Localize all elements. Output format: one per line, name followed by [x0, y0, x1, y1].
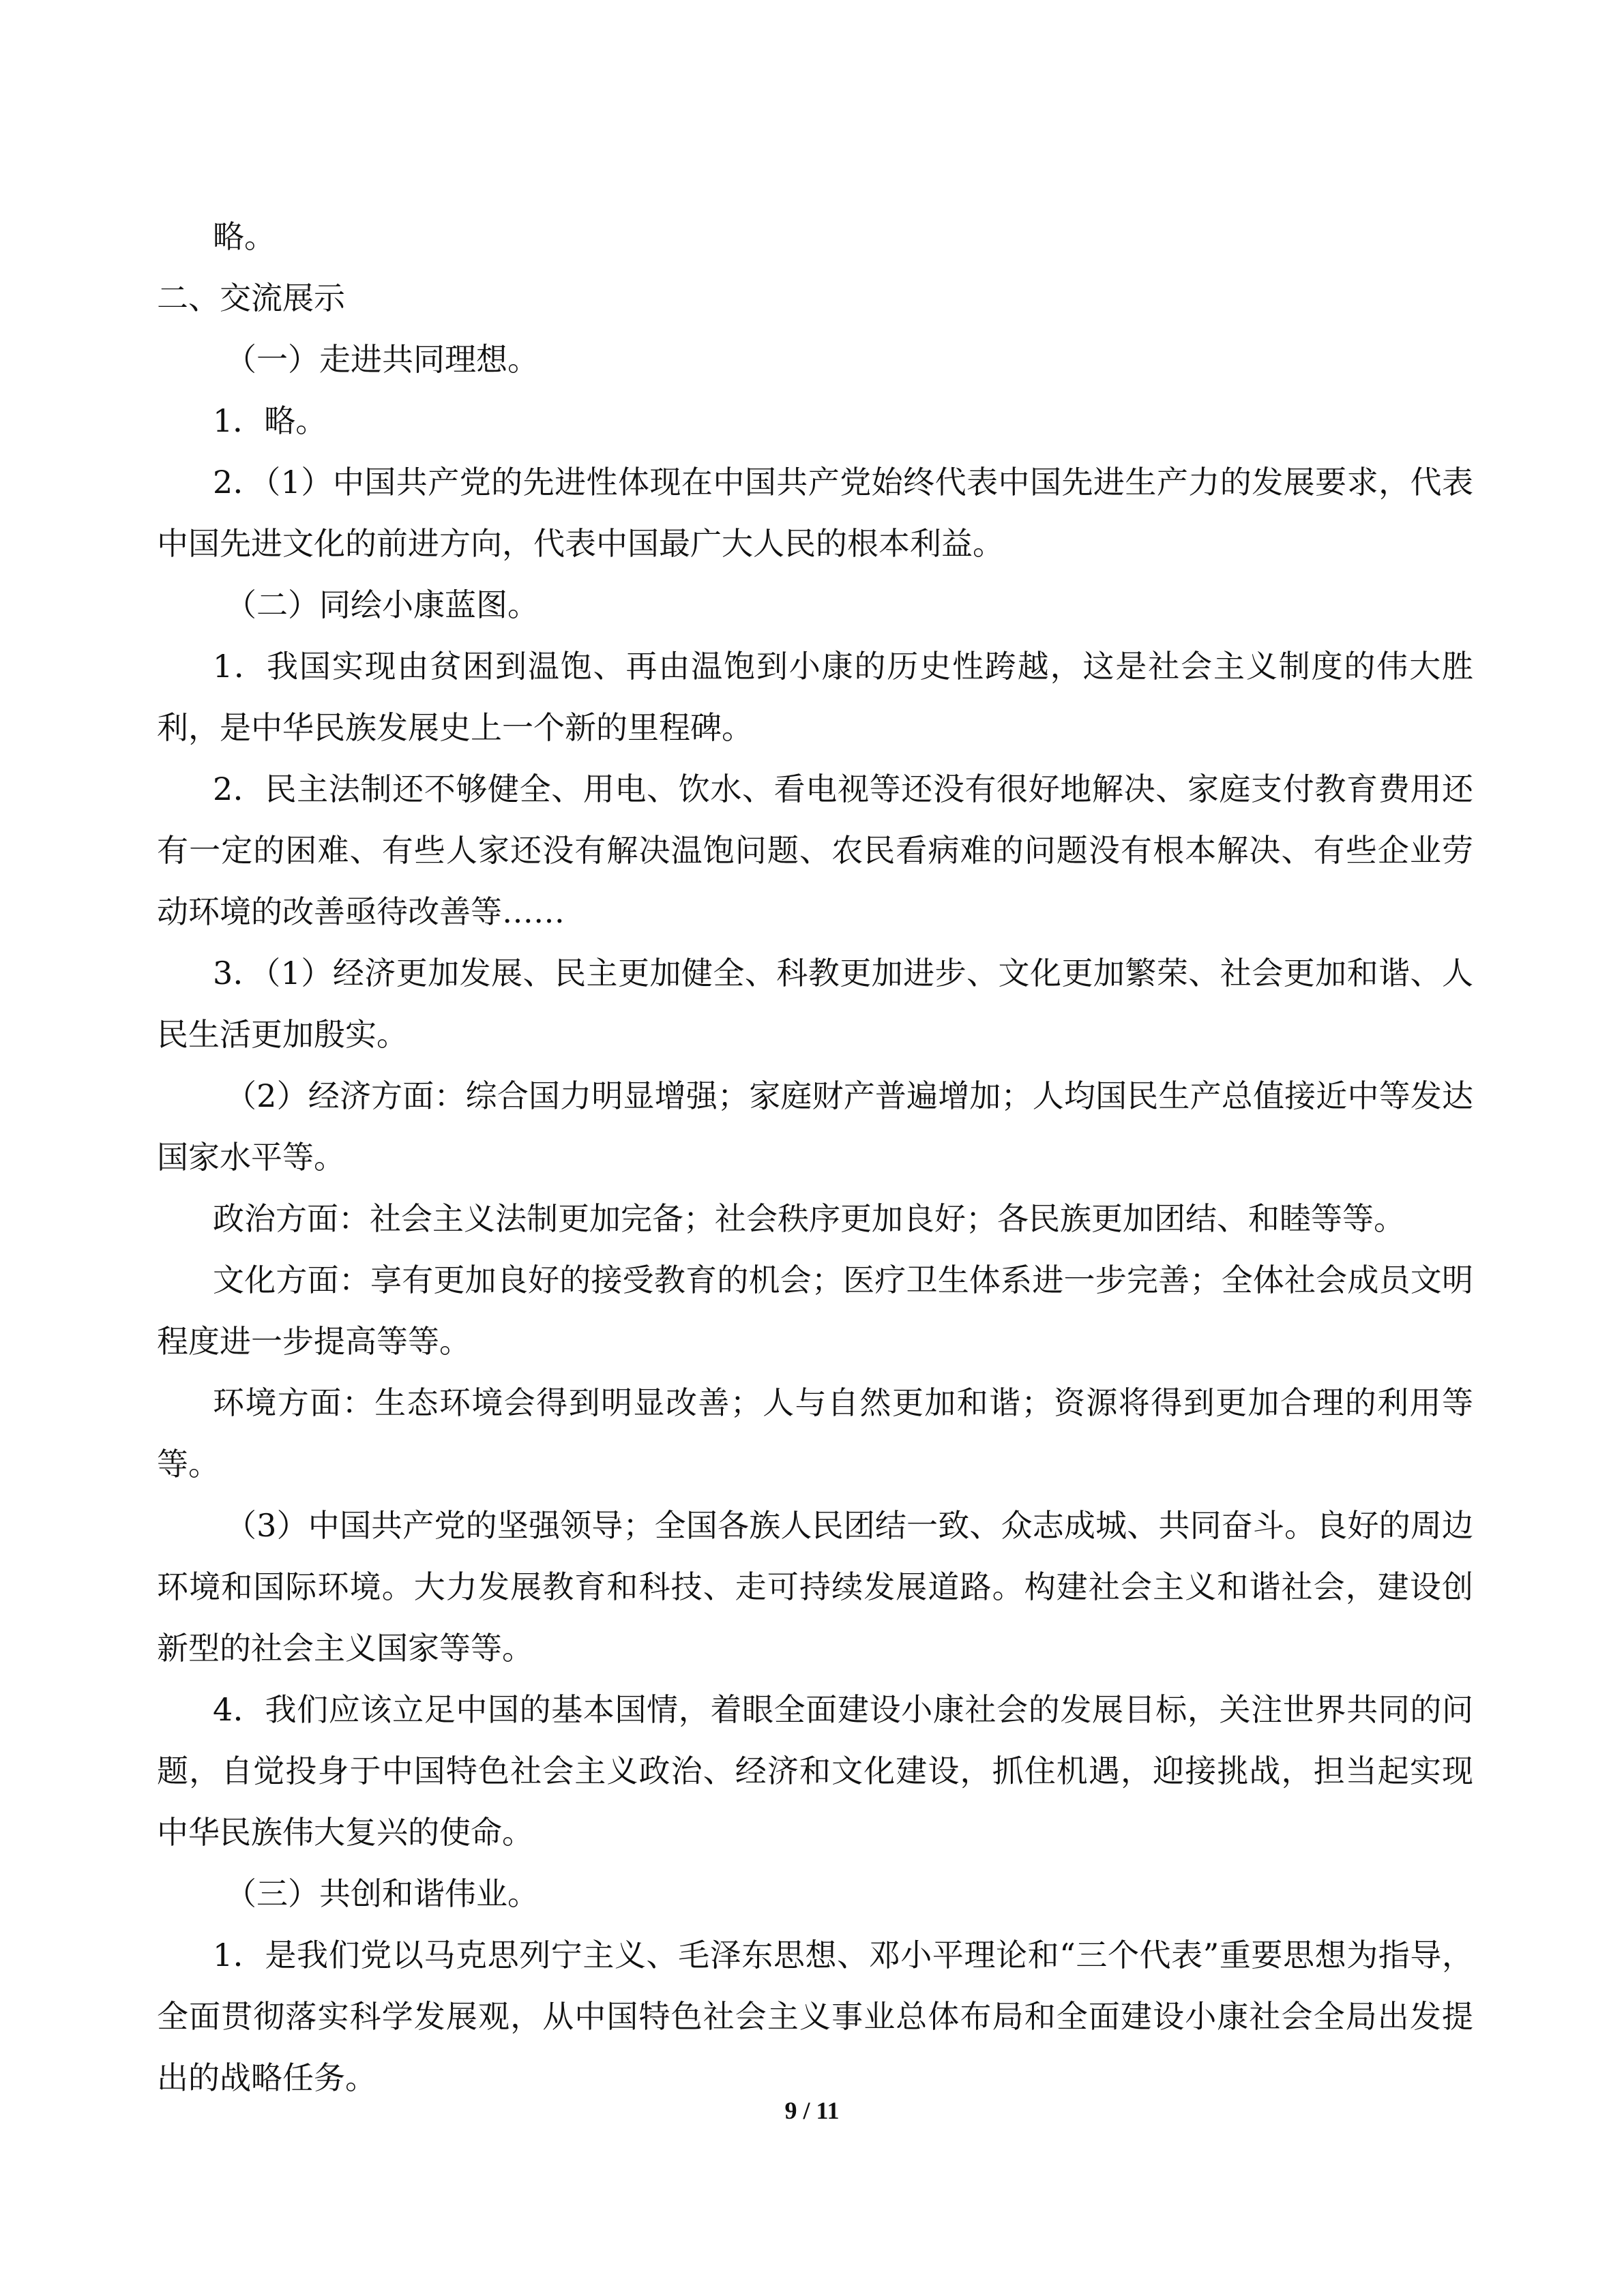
paragraph: （3）中国共产党的坚强领导；全国各族人民团结一致、众志成城、共同奋斗。良好的周边环境和国际环境。大力发展教育和科技、走可持续发展道路。构建社会主义和谐社会，建设创新型的社会主义国家等等。 [157, 1507, 1473, 1667]
paragraph: 政治方面：社会主义法制更加完备；社会秩序更加良好；各民族更加团结、和睦等等。 [213, 1200, 1405, 1237]
paragraph: 2．（1）中国共产党的先进性体现在中国共产党始终代表中国先进生产力的发展要求，代表中国先进文化的前进方向，代表中国最广大人民的根本利益。 [157, 464, 1473, 562]
paragraph: 文化方面：享有更加良好的接受教育的机会；医疗卫生体系进一步完善；全体社会成员文明程度进一步提高等等。 [157, 1262, 1473, 1360]
paragraph: （2）经济方面：综合国力明显增强；家庭财产普遍增加；人均国民生产总值接近中等发达国家水平等。 [157, 1077, 1473, 1176]
paragraph: 1．我国实现由贫困到温饱、再由温饱到小康的历史性跨越，这是社会主义制度的伟大胜利，是中华民族发展史上一个新的里程碑。 [157, 648, 1473, 746]
subsection-heading: （一）走进共同理想。 [225, 341, 539, 378]
paragraph: 1．略。 [213, 402, 327, 439]
paragraph: 2．民主法制还不够健全、用电、饮水、看电视等还没有很好地解决、家庭支付教育费用还有一定的困难、有些人家还没有解决温饱问题、农民看病难的问题没有根本解决、有些企业劳动环境的改善亟待改善等…… [157, 771, 1473, 930]
subsection-heading: （三）共创和谐伟业。 [225, 1875, 539, 1912]
section-heading: 二、交流展示 [157, 280, 345, 316]
subsection-heading: （二）同绘小康蓝图。 [225, 586, 539, 623]
paragraph: 4．我们应该立足中国的基本国情，着眼全面建设小康社会的发展目标，关注世界共同的问题，自觉投身于中国特色社会主义政治、经济和文化建设，抓住机遇，迎接挑战，担当起实现中华民族伟大复兴的使命。 [157, 1691, 1473, 1851]
paragraph: 环境方面：生态环境会得到明显改善；人与自然更加和谐；资源将得到更加合理的利用等等。 [157, 1384, 1473, 1482]
paragraph: 3．（1）经济更加发展、民主更加健全、科教更加进步、文化更加繁荣、社会更加和谐、人民生活更加殷实。 [157, 955, 1473, 1053]
page-number: 9 / 11 [784, 2097, 840, 2124]
paragraph: 1．是我们党以马克思列宁主义、毛泽东思想、邓小平理论和“三个代表”重要思想为指导，全面贯彻落实科学发展观，从中国特色社会主义事业总体布局和全面建设小康社会全局出发提出的战略任务。 [157, 1937, 1473, 2096]
paragraph: 略。 [213, 218, 276, 255]
document-body [157, 206, 1473, 2108]
